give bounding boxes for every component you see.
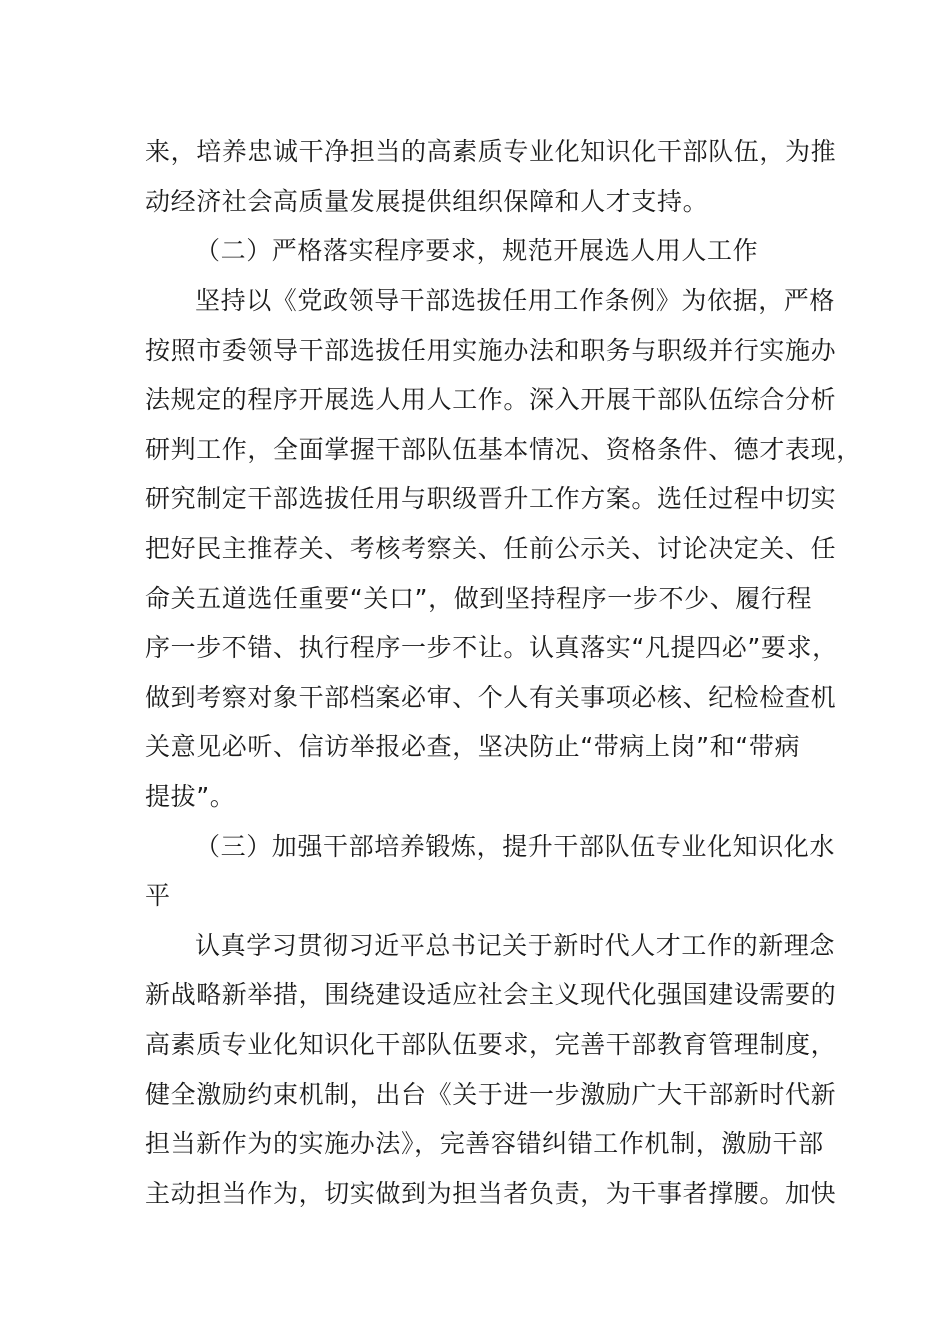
text-line: 命关五道选任重要“关口”，做到坚持程序一步不少、履行程 bbox=[145, 584, 813, 613]
text-line: 高素质专业化知识化干部队伍要求，完善干部教育管理制度， bbox=[145, 1030, 837, 1059]
text-line: 法规定的程序开展选人用人工作。深入开展干部队伍综合分析 bbox=[145, 385, 837, 414]
section-heading: （二）严格落实程序要求，规范开展选人用人工作 bbox=[195, 236, 759, 265]
text-line: 做到考察对象干部档案必审、个人有关事项必核、纪检检查机 bbox=[145, 683, 837, 712]
text-line: 坚持以《党政领导干部选拔任用工作条例》为依据，严格 bbox=[195, 286, 836, 315]
text-line: 担当新作为的实施办法》，完善容错纠错工作机制，激励干部 bbox=[145, 1129, 824, 1158]
text-line: 序一步不错、执行程序一步不让。认真落实“凡提四必”要求， bbox=[145, 633, 838, 662]
text-line: 研判工作，全面掌握干部队伍基本情况、资格条件、德才表现， bbox=[145, 435, 862, 464]
text-line: 认真学习贯彻习近平总书记关于新时代人才工作的新理念 bbox=[195, 931, 836, 960]
text-line: 新战略新举措，围绕建设适应社会主义现代化强国建设需要的 bbox=[145, 980, 837, 1009]
text-line: 按照市委领导干部选拔任用实施办法和职务与职级并行实施办 bbox=[145, 336, 837, 365]
text-line: 动经济社会高质量发展提供组织保障和人才支持。 bbox=[145, 187, 709, 216]
text-line: 主动担当作为，切实做到为担当者负责，为干事者撑腰。加快 bbox=[145, 1179, 837, 1208]
text-line: 提拔”。 bbox=[145, 782, 236, 811]
text-line: 研究制定干部选拔任用与职级晋升工作方案。选任过程中切实 bbox=[145, 484, 837, 513]
text-line: 关意见必听、信访举报必查，坚决防止“带病上岗”和“带病 bbox=[145, 732, 801, 761]
section-heading: （三）加强干部培养锻炼，提升干部队伍专业化知识化水 bbox=[195, 832, 836, 861]
text-line: 健全激励约束机制，出台《关于进一步激励广大干部新时代新 bbox=[145, 1080, 837, 1109]
text-line: 把好民主推荐关、考核考察关、任前公示关、讨论决定关、任 bbox=[145, 534, 837, 563]
text-line: 来，培养忠诚干净担当的高素质专业化知识化干部队伍，为推 bbox=[145, 137, 837, 166]
section-heading: 平 bbox=[145, 881, 171, 910]
